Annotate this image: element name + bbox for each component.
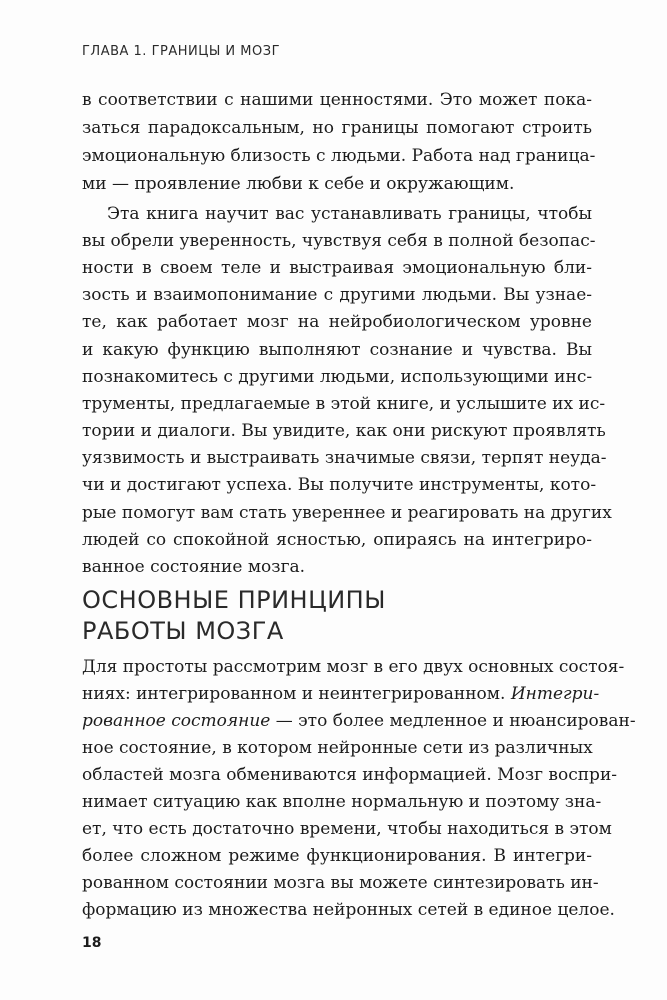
text-line: Эта книга научит вас устанавливать границы, чтобы [107,204,592,224]
text-line: рованном состоянии мозга вы можете синтезировать ин- [82,873,599,893]
text-line: познакомитесь с другими людьми, использующими инс- [82,367,593,387]
text-line: зость и взаимопонимание с другими людьми. Вы узнае- [82,285,592,305]
text-line: ми — проявление любви к себе и окружающим. [82,174,515,194]
text-line: уязвимость и выстраивать значимые связи, терпят неуда- [82,448,607,468]
text-line [82,711,636,731]
text-line: в соответствии с нашими ценностями. Это может пока- [82,90,592,110]
text-line: ет, что есть достаточно времени, чтобы находиться в этом [82,819,612,839]
section-heading-line1: ОСНОВНЫЕ ПРИНЦИПЫ [82,586,386,614]
text-line: эмоциональную близость с людьми. Работа над граница- [82,146,596,166]
italic-term: рованное состояние [82,711,271,731]
text-line: те, как работает мозг на нейробиологическом уровне [82,312,592,332]
text-line: людей со спокойной ясностью, опираясь на интегриро- [82,530,592,550]
text-line: ное состояние, в котором нейронные сети из различных [82,738,593,758]
text-line: чи и достигают успеха. Вы получите инструменты, кото- [82,475,597,495]
running-head: ГЛАВА 1. ГРАНИЦЫ И МОЗГ [82,44,281,59]
text-run: — это более медленное и нюансирован- [270,711,636,731]
text-line: ности в своем теле и выстраивая эмоциональную бли- [82,258,592,278]
italic-term: Интегри- [510,684,600,704]
text-line: ванное состояние мозга. [82,557,306,577]
text-line: и какую функцию выполняют сознание и чувства. Вы [82,340,592,360]
text-line: нимает ситуацию как вполне нормальную и поэтому зна- [82,792,602,812]
text-line: областей мозга обмениваются информацией. Мозг воспри- [82,765,618,785]
text-line: вы обрели уверенность, чувствуя себя в полной безопас- [82,231,596,251]
text-line: заться парадоксальным, но границы помогают строить [82,118,592,138]
text-line: тории и диалоги. Вы увидите, как они рискуют проявлять [82,421,606,441]
text-line: рые помогут вам стать увереннее и реагировать на других [82,503,612,523]
text-line: формацию из множества нейронных сетей в единое целое. [82,900,615,920]
page-number: 18 [82,935,102,951]
text-line: более сложном режиме функционирования. В интегри- [82,846,592,866]
section-heading-line2: РАБОТЫ МОЗГА [82,617,284,645]
text-line: трументы, предлагаемые в этой книге, и услышите их ис- [82,394,606,414]
text-line [82,684,600,704]
text-line: Для простоты рассмотрим мозг в его двух основных состоя- [82,657,625,677]
text-run: ниях: интегрированном и неинтегрированном. [82,684,511,704]
